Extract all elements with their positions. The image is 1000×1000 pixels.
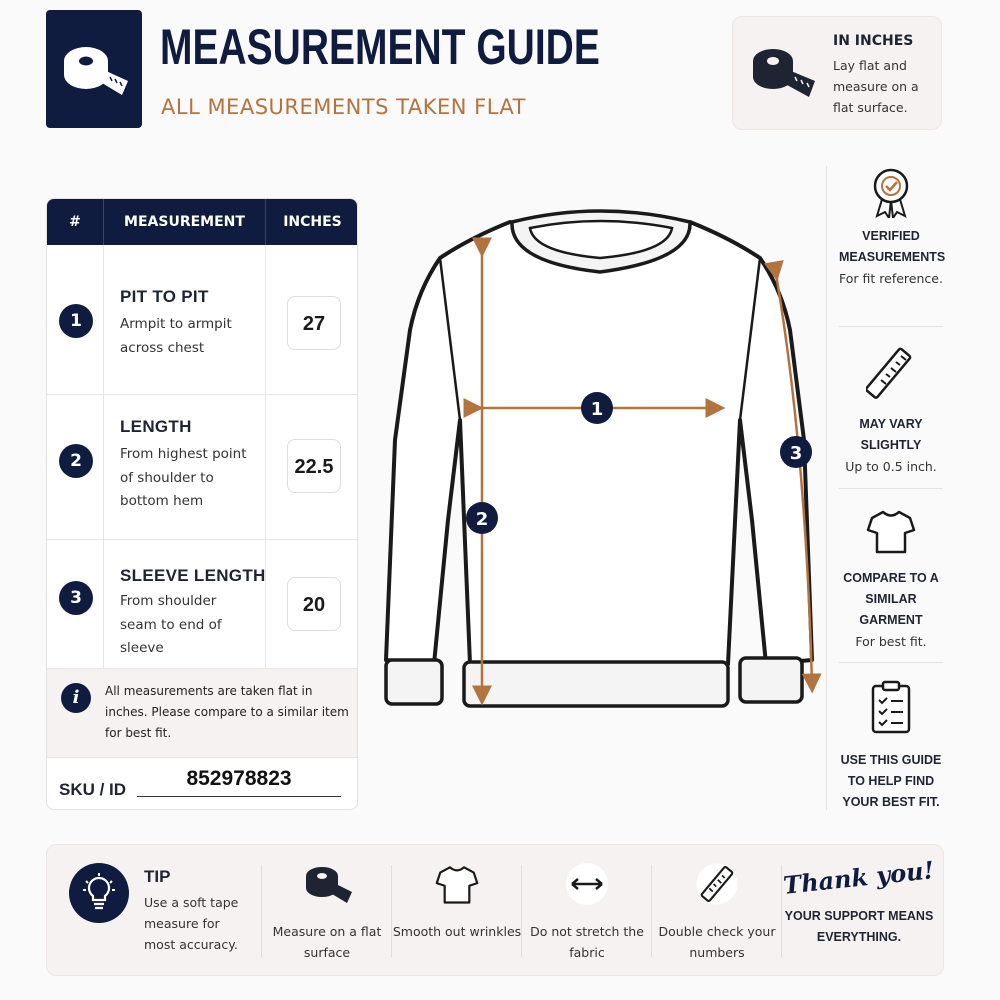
- info-icon: i: [61, 683, 91, 713]
- table-header: [47, 199, 358, 245]
- measurement-description: From highest point of shoulder to bottom hem: [120, 446, 247, 509]
- sku-field: [47, 758, 358, 810]
- tip-item-stretch: [522, 861, 652, 963]
- tape-measure-icon: [747, 43, 817, 103]
- sidebar-item-compare: [839, 506, 943, 652]
- clipboard-checklist-icon: [869, 680, 913, 734]
- logo-badge: [46, 10, 142, 128]
- ruler-icon: [866, 346, 916, 400]
- award-ribbon-icon: [869, 168, 913, 218]
- thanks-text: YOUR SUPPORT MEANS EVERYTHING.: [784, 909, 934, 944]
- sidebar-title: VERIFIED MEASUREMENTS: [839, 229, 946, 264]
- info-sidebar: [826, 166, 946, 810]
- svg-text:2: 2: [475, 509, 489, 530]
- ruler-icon: [694, 861, 740, 907]
- row-number-badge: 2: [59, 444, 93, 478]
- tape-measure-icon: [58, 37, 130, 101]
- info-note: [47, 669, 358, 758]
- tip-item-flat: [262, 861, 392, 963]
- units-card: [732, 16, 942, 130]
- svg-text:1: 1: [590, 399, 604, 420]
- units-title: IN INCHES: [833, 33, 914, 49]
- page-title: MEASUREMENT GUIDE: [160, 19, 600, 75]
- tape-measure-icon: [302, 862, 352, 906]
- sidebar-text: Up to 0.5 inch.: [845, 459, 937, 474]
- tip-item-label: Measure on a flat surface: [272, 924, 382, 960]
- sidebar-title: USE THIS GUIDE TO HELP FIND YOUR BEST FIT.: [840, 753, 942, 809]
- tip-text: Use a soft tape measure for most accuracy.: [144, 895, 239, 952]
- tip-item-label: Smooth out wrinkles: [392, 924, 522, 939]
- measurement-name: SLEEVE LENGTH: [120, 566, 266, 585]
- measurement-value: 22.5: [287, 439, 341, 493]
- measurement-description: Armpit to armpit across chest: [120, 316, 232, 356]
- row-number-badge: 3: [59, 581, 93, 615]
- marker-1: [581, 392, 613, 424]
- sidebar-item-verified: [839, 168, 946, 289]
- tip-badge: [69, 863, 129, 923]
- page-subtitle: ALL MEASUREMENTS TAKEN FLAT: [161, 95, 526, 119]
- marker-2: [466, 502, 498, 534]
- tip-item-label: Double check your numbers: [658, 924, 776, 960]
- measurement-table: [46, 198, 358, 810]
- lightbulb-icon: [82, 873, 116, 913]
- units-text: Lay flat and measure on a flat surface.: [833, 58, 919, 115]
- sidebar-item-vary: [839, 346, 943, 477]
- sidebar-item-guide: [839, 680, 943, 813]
- header-num: #: [69, 214, 81, 230]
- thanks-script: Thank you!: [782, 855, 936, 900]
- sidebar-title: COMPARE TO A SIMILAR GARMENT: [843, 571, 939, 627]
- note-text: All measurements are taken flat in inches. Please compare to a similar item for best fit.: [105, 684, 349, 740]
- measurement-value: 27: [287, 296, 341, 350]
- measurement-value: 20: [287, 577, 341, 631]
- tip-title: TIP: [144, 867, 171, 886]
- sku-value: 852978823: [186, 767, 292, 790]
- table-row: [47, 245, 358, 395]
- sidebar-title: MAY VARY SLIGHTLY: [859, 417, 923, 452]
- header-measurement: MEASUREMENT: [103, 199, 265, 245]
- sidebar-text: For fit reference.: [839, 271, 943, 286]
- marker-3: [780, 436, 812, 468]
- tip-item-double-check: [652, 861, 782, 963]
- tip-item-label: Do not stretch the fabric: [530, 924, 644, 960]
- measurement-name: PIT TO PIT: [120, 287, 209, 306]
- row-number-badge: 1: [59, 304, 93, 338]
- thanks-block: [779, 855, 939, 948]
- tips-bar: [46, 844, 944, 976]
- sku-label: SKU / ID: [59, 780, 127, 799]
- tip-item-wrinkles: [392, 861, 522, 942]
- sidebar-text: For best fit.: [855, 634, 927, 649]
- measurement-description: From shoulder seam to end of sleeve: [120, 593, 222, 656]
- measurement-name: LENGTH: [120, 417, 192, 436]
- table-row: [47, 540, 358, 669]
- svg-text:3: 3: [789, 443, 803, 464]
- tshirt-icon: [866, 506, 916, 556]
- arrows-horizontal-icon: [564, 861, 610, 907]
- header-inches: INCHES: [265, 199, 358, 245]
- table-row: [47, 395, 358, 540]
- tshirt-icon: [435, 862, 479, 906]
- sweater-diagram: [370, 200, 830, 720]
